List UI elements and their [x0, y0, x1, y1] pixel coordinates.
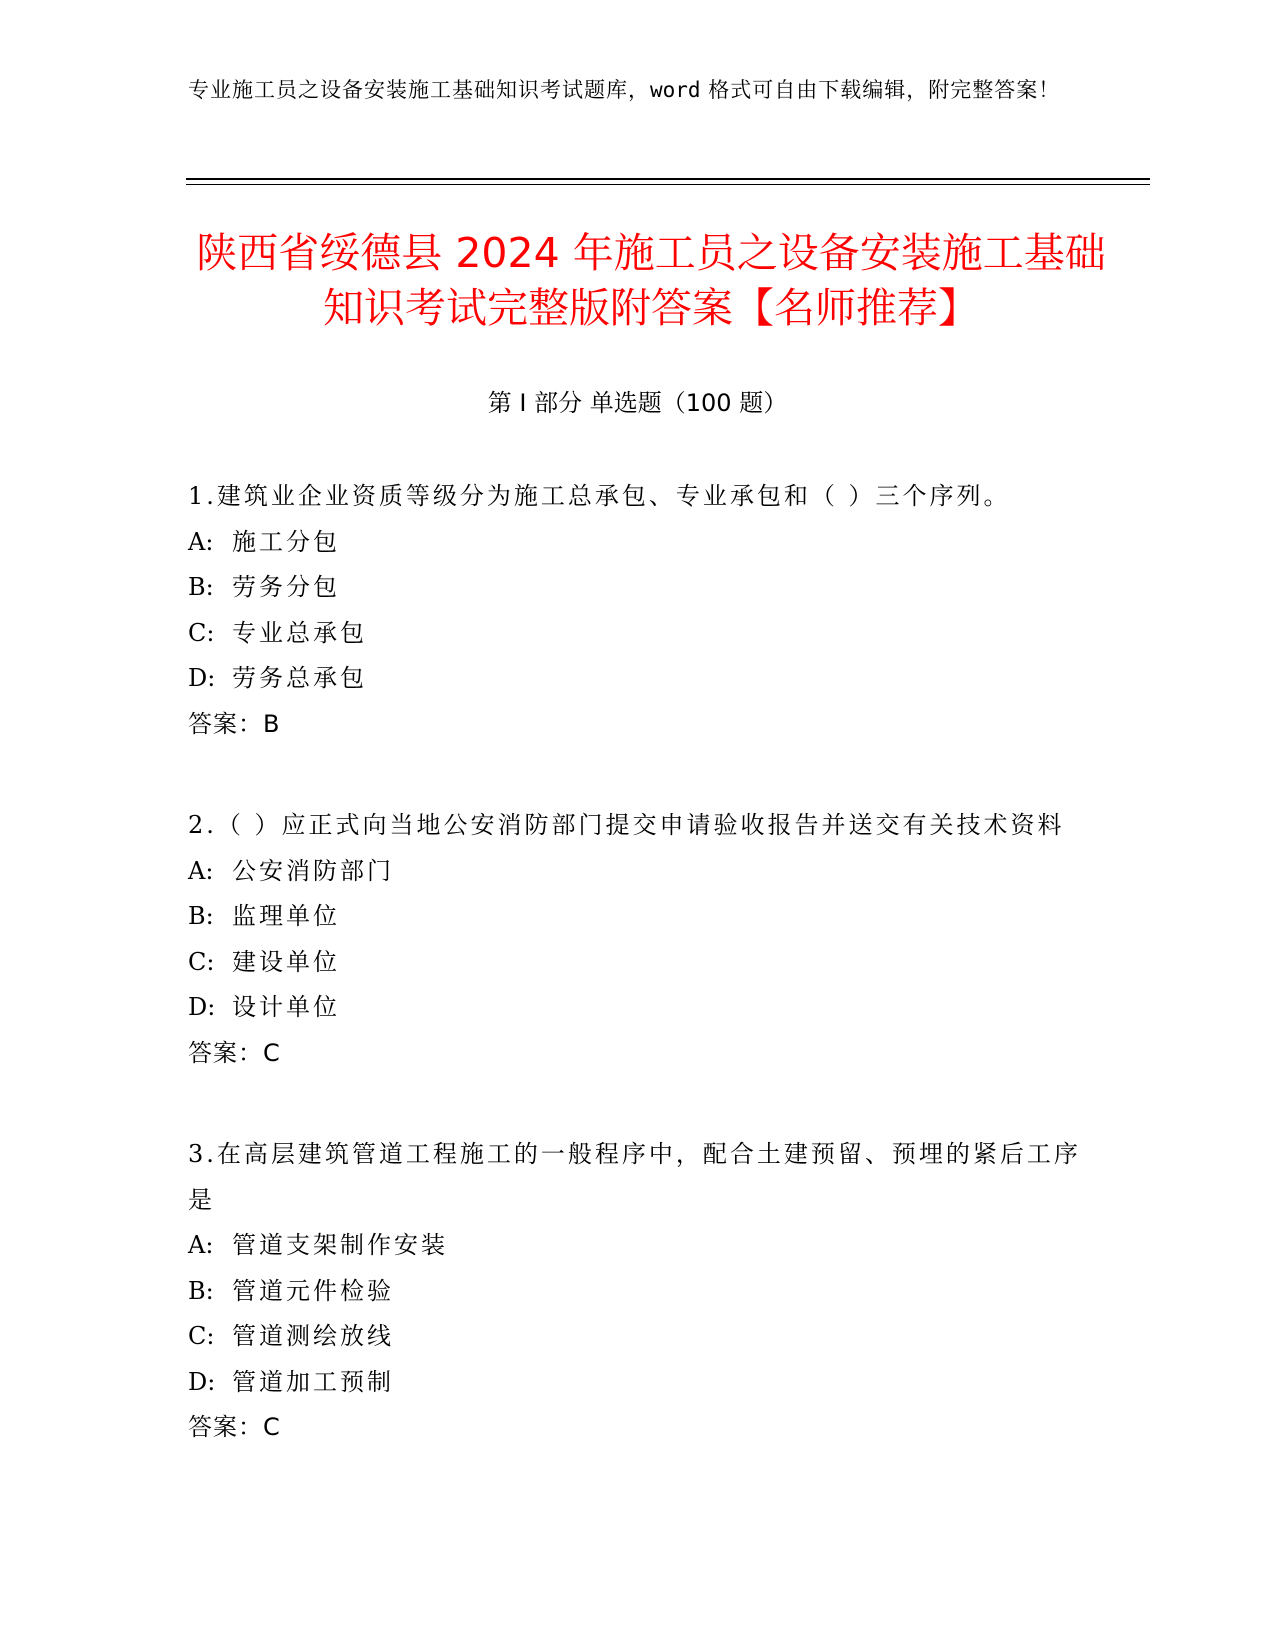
- option-text: 劳务分包: [232, 573, 340, 601]
- option-text: 管道支架制作安装: [232, 1231, 448, 1259]
- option-key: D:: [188, 664, 216, 692]
- answer-prefix: 答案：: [188, 1413, 263, 1441]
- option-d: [188, 1360, 1088, 1406]
- header-note-part1: 专业施工员之设备安装施工基础知识考试题库，: [188, 78, 650, 102]
- option-key: A:: [188, 1231, 214, 1259]
- answer-prefix: 答案：: [188, 1038, 263, 1067]
- document-title: 陕西省绥德县 2024 年施工员之设备安装施工基础知识考试完整版附答案【名师推荐】: [196, 229, 1106, 332]
- option-key: C:: [188, 947, 215, 976]
- answer-value: C: [263, 1413, 281, 1441]
- answer-value: C: [263, 1038, 281, 1067]
- option-text: 建设单位: [232, 947, 340, 976]
- option-key: B:: [188, 1276, 214, 1305]
- answer-line: [188, 1405, 1088, 1451]
- question-stem: 1.建筑业企业资质等级分为施工总承包、专业承包和（ ）三个序列。: [188, 482, 1011, 510]
- header-rule-thin: [186, 184, 1150, 185]
- option-c: [188, 1314, 1088, 1360]
- answer-value: B: [263, 709, 281, 738]
- question-stem: 3.在高层建筑管道工程施工的一般程序中，配合土建预留、预埋的紧后工序是: [188, 1140, 1081, 1214]
- answer-line: [188, 1031, 1088, 1077]
- option-key: C:: [188, 618, 215, 647]
- option-text: 专业总承包: [232, 618, 367, 647]
- answer-line: [188, 702, 1088, 748]
- option-text: 设计单位: [232, 993, 340, 1021]
- header-rule-thick: [186, 178, 1150, 180]
- question-stem: 2.（ ）应正式向当地公安消防部门提交申请验收报告并送交有关技术资料: [188, 811, 1065, 839]
- option-key: B:: [188, 573, 214, 601]
- option-text: 监理单位: [232, 902, 340, 930]
- option-b: [188, 565, 1088, 611]
- option-d: [188, 985, 1088, 1031]
- option-a: [188, 520, 1088, 566]
- option-c: [188, 611, 1088, 657]
- option-a: [188, 1223, 1088, 1269]
- option-key: A:: [188, 527, 214, 556]
- question-list: [188, 474, 1088, 1507]
- option-text: 公安消防部门: [232, 856, 394, 885]
- section-heading: 第 I 部分 单选题（100 题）: [487, 389, 788, 417]
- option-key: B:: [188, 902, 214, 930]
- answer-prefix: 答案：: [188, 709, 263, 738]
- option-text: 劳务总承包: [232, 664, 367, 692]
- option-c: [188, 940, 1088, 986]
- header-note-part2: 格式可自由下载编辑，附完整答案！: [700, 78, 1061, 102]
- option-text: 施工分包: [232, 527, 340, 556]
- question-3: [188, 1132, 1088, 1451]
- option-key: D:: [188, 1367, 216, 1396]
- option-a: [188, 849, 1088, 895]
- option-b: [188, 1269, 1088, 1315]
- option-text: 管道加工预制: [232, 1367, 394, 1396]
- option-key: D:: [188, 993, 216, 1021]
- header-note: [188, 74, 1068, 106]
- option-b: [188, 894, 1088, 940]
- header-note-word: word: [650, 78, 701, 102]
- option-text: 管道测绘放线: [232, 1322, 394, 1350]
- option-key: A:: [188, 856, 214, 885]
- question-1: [188, 474, 1088, 747]
- option-key: C:: [188, 1322, 215, 1350]
- option-d: [188, 656, 1088, 702]
- option-text: 管道元件检验: [232, 1276, 394, 1305]
- question-2: [188, 803, 1088, 1076]
